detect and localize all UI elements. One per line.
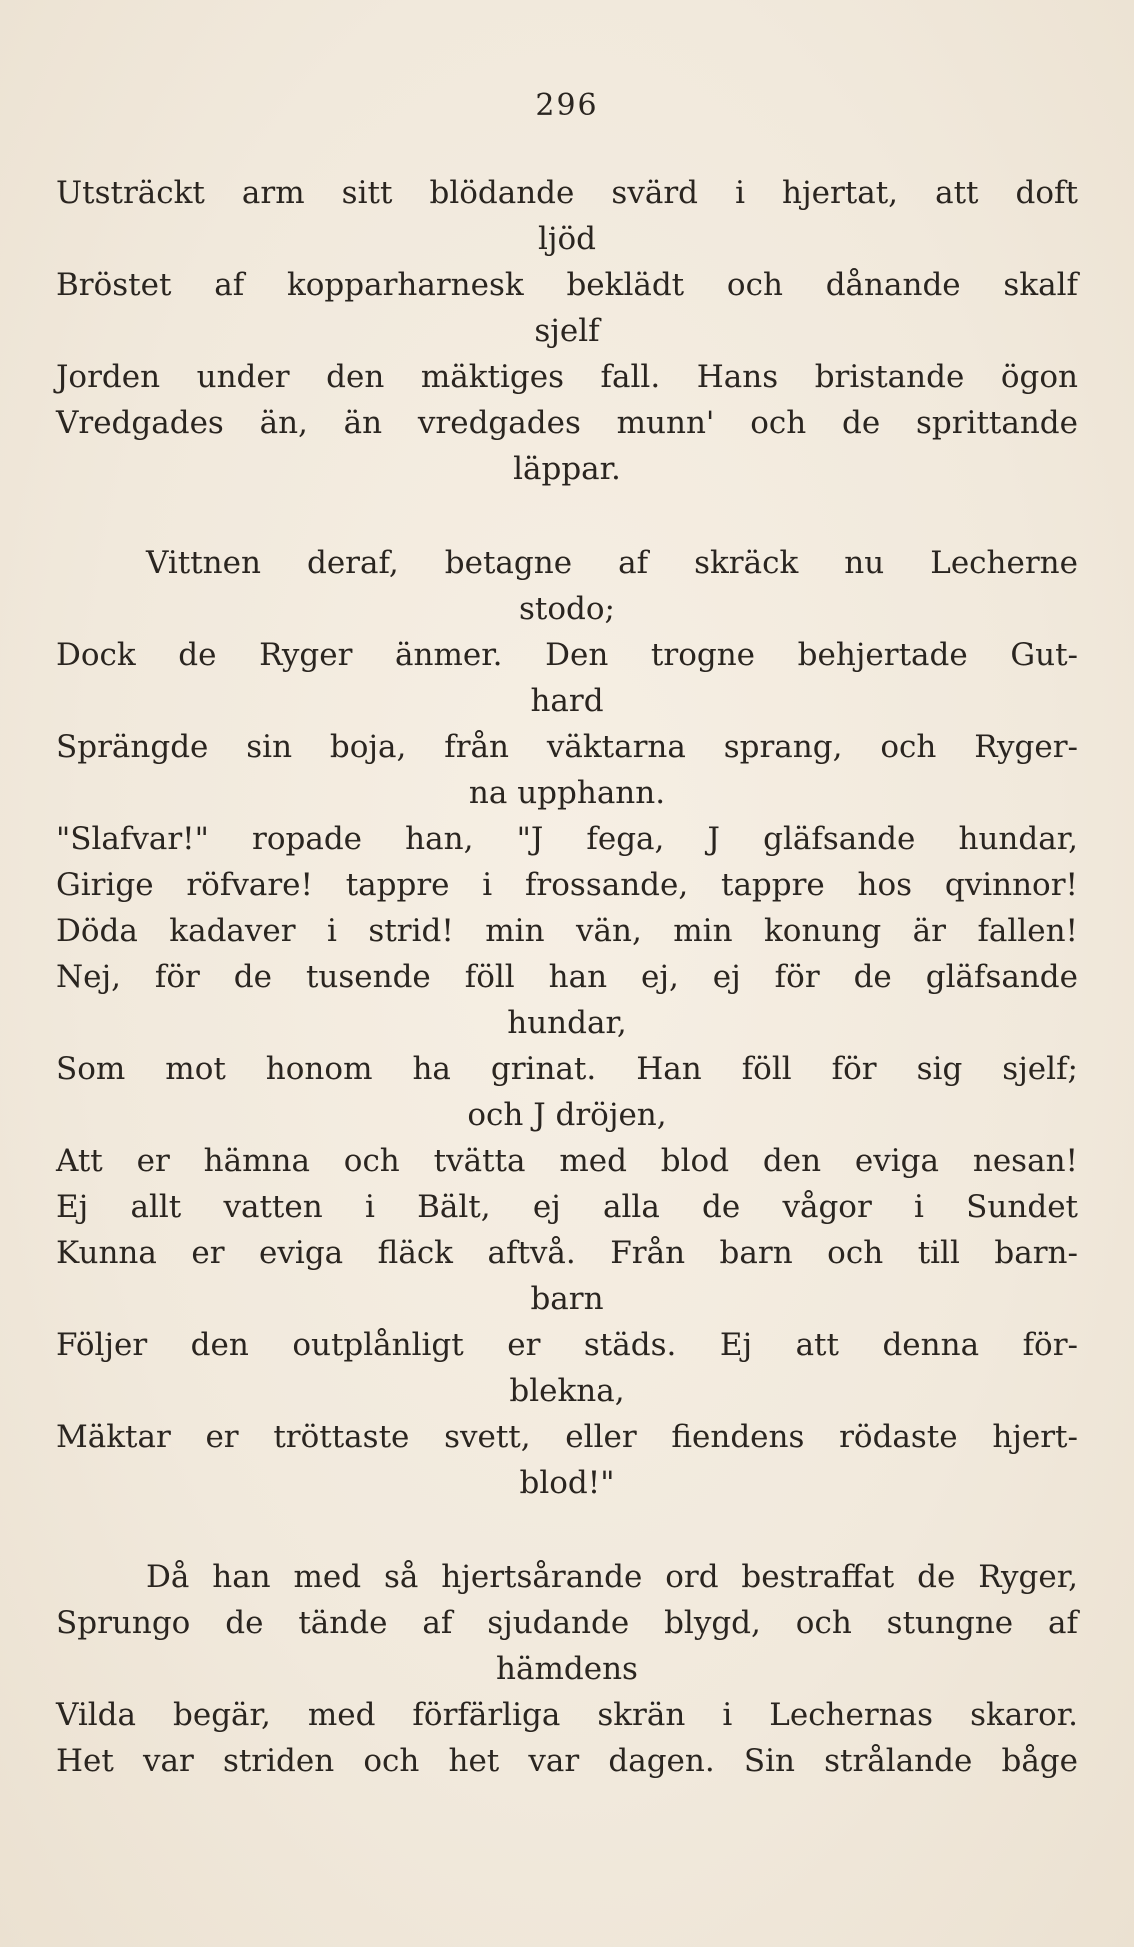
verse-line: Då han med så hjertsårande ord bestraffat de Ryger,	[146, 1559, 1078, 1595]
poem-text	[56, 170, 1078, 1784]
stanza-gap	[56, 492, 1078, 540]
verse-continuation: hard	[530, 683, 604, 719]
verse-continuation: blekna,	[509, 1373, 625, 1409]
verse-line: Girige röfvare! tappre i frossande, tappre hos qvinnor!	[56, 867, 1078, 903]
verse-line: Nej, för de tusende föll han ej, ej för de gläfsande	[56, 959, 1078, 995]
verse-line: Följer den outplånligt er städs. Ej att denna för-	[56, 1327, 1078, 1363]
verse-line: Vredgades än, än vredgades munn' och de sprittande	[56, 405, 1078, 441]
verse-continuation: hämdens	[496, 1651, 638, 1687]
verse-continuation: blod!"	[519, 1465, 615, 1501]
verse-line: Mäktar er tröttaste svett, eller fiendens rödaste hjert-	[56, 1419, 1078, 1455]
page-number: 296	[535, 88, 599, 123]
verse-line: Som mot honom ha grinat. Han föll för sig sjelf;	[56, 1051, 1078, 1087]
verse-line: Kunna er eviga fläck aftvå. Från barn och till barn-	[56, 1235, 1078, 1271]
verse-line: Het var striden och het var dagen. Sin strålande båge	[56, 1743, 1078, 1779]
verse-continuation: stodo;	[519, 591, 615, 627]
verse-line: Dock de Ryger änmer. Den trogne behjertade Gut-	[56, 637, 1078, 673]
verse-line: Sprungo de tände af sjudande blygd, och stungne af	[56, 1605, 1078, 1641]
verse-continuation: läppar.	[513, 451, 621, 487]
verse-line: Ej allt vatten i Bält, ej alla de vågor i Sundet	[56, 1189, 1078, 1225]
verse-continuation: sjelf	[534, 313, 600, 349]
verse-line: Jorden under den mäktiges fall. Hans bristande ögon	[56, 359, 1078, 395]
verse-line: Vittnen deraf, betagne af skräck nu Lecherne	[146, 545, 1078, 581]
verse-line: "Slafvar!" ropade han, "J fega, J gläfsande hundar,	[56, 821, 1078, 857]
verse-continuation: och J dröjen,	[467, 1097, 667, 1133]
verse-continuation: ljöd	[537, 221, 597, 257]
verse-line: Sprängde sin boja, från väktarna sprang, och Ryger-	[56, 729, 1078, 765]
verse-continuation: barn	[530, 1281, 604, 1317]
verse-continuation: na upphann.	[468, 775, 666, 811]
verse-line: Vilda begär, med förfärliga skrän i Lechernas skaror.	[56, 1697, 1078, 1733]
stanza-gap	[56, 1506, 1078, 1554]
verse-line: Att er hämna och tvätta med blod den eviga nesan!	[56, 1143, 1078, 1179]
verse-line: Döda kadaver i strid! min vän, min konung är fallen!	[56, 913, 1078, 949]
verse-line: Bröstet af kopparharnesk beklädt och dånande skalf	[56, 267, 1078, 303]
verse-line: Utsträckt arm sitt blödande svärd i hjertat, att doft	[56, 175, 1078, 211]
verse-continuation: hundar,	[507, 1005, 627, 1041]
